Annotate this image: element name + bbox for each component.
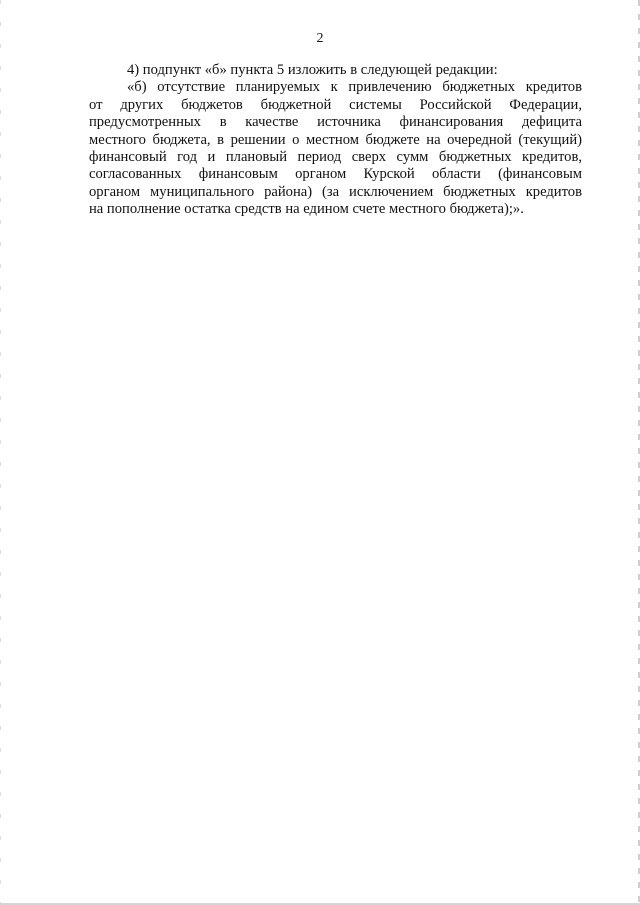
paragraph-line: предусмотренных в качестве источника финансирования дефицита xyxy=(89,114,582,131)
paragraph-line: финансовый год и плановый период сверх сумм бюджетных кредитов, xyxy=(89,149,582,166)
paragraph-line: «б) отсутствие планируемых к привлечению бюджетных кредитов xyxy=(127,79,582,96)
paragraph-line: согласованных финансовым органом Курской области (финансовым xyxy=(89,166,582,183)
document-body xyxy=(89,62,582,219)
paragraph-line: органом муниципального района) (за исключением бюджетных кредитов xyxy=(89,183,582,200)
paragraph-line: на пополнение остатка средств на едином счете местного бюджета);». xyxy=(89,201,524,218)
scan-edge-left xyxy=(0,0,1,905)
paragraph-line: местного бюджета, в решении о местном бюджете на очередной (текущий) xyxy=(89,131,582,148)
page-number: 2 xyxy=(316,31,324,46)
paragraph-line: от других бюджетов бюджетной системы Российской Федерации, xyxy=(89,96,582,113)
item-heading: 4) подпункт «б» пункта 5 изложить в следующей редакции: xyxy=(127,62,498,78)
